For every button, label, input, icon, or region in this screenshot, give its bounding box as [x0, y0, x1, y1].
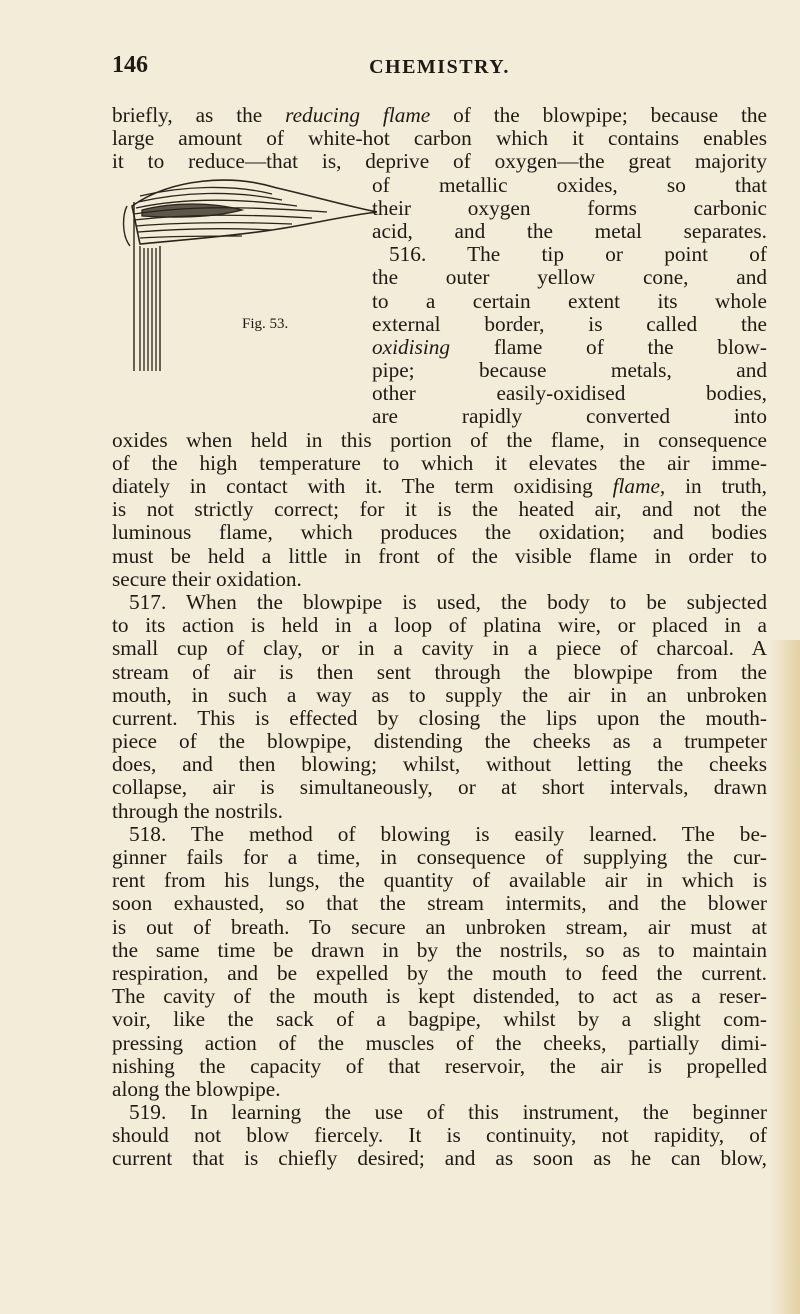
- text-line: luminous flame, which produces the oxidation; and bodies: [112, 521, 767, 545]
- text-line: voir, like the sack of a bagpipe, whilst by a slight com-: [112, 1008, 767, 1032]
- text-line: other easily-oxidised bodies,: [372, 382, 767, 406]
- text-line: secure their oxidation.: [112, 566, 302, 591]
- text-line: external border, is called the: [372, 312, 767, 336]
- text-line: oxides when held in this portion of the flame, in consequence: [112, 428, 767, 452]
- running-head: CHEMISTRY.: [369, 56, 510, 78]
- text-line: collapse, air is simultaneously, or at short intervals, drawn: [112, 776, 767, 800]
- text-line: diately in contact with it. The term oxidising flame, in truth,: [112, 475, 767, 498]
- text-line: the same time be drawn in by the nostrils, so as to maintain: [112, 938, 767, 962]
- text-line: small cup of clay, or in a cavity in a piece of charcoal. A: [112, 637, 767, 661]
- text-line: acid, and the metal separates.: [372, 219, 767, 243]
- text-line: to its action is held in a loop of platina wire, or placed in a: [112, 614, 767, 638]
- text-line: 518. The method of blowing is easily learned. The be-: [129, 822, 767, 846]
- text-line: briefly, as the reducing flame of the blowpipe; because the: [112, 104, 767, 127]
- text-line: large amount of white-hot carbon which it contains enables: [112, 127, 767, 151]
- text-line: stream of air is then sent through the blowpipe from the: [112, 660, 767, 684]
- text-line: ginner fails for a time, in consequence of supplying the cur-: [112, 846, 767, 869]
- text-line: nishing the capacity of that reservoir, the air is propelled: [112, 1054, 767, 1078]
- text-line: current. This is effected by closing the lips upon the mouth-: [112, 706, 767, 730]
- text-line: 519. In learning the use of this instrument, the beginner: [129, 1101, 767, 1125]
- text-line: along the blowpipe.: [112, 1076, 281, 1101]
- text-line: respiration, and be expelled by the mouth to feed the current.: [112, 961, 767, 985]
- page-number: 146: [112, 52, 148, 78]
- text-line: is not strictly correct; for it is the heated air, and not the: [112, 498, 767, 522]
- text-line: mouth, in such a way as to supply the air in an unbroken: [112, 683, 767, 707]
- text-line: current that is chiefly desired; and as soon as he can blow,: [112, 1147, 767, 1171]
- text-line: does, and then blowing; whilst, without letting the cheeks: [112, 753, 767, 777]
- text-line: The cavity of the mouth is kept distended, to act as a reser-: [112, 985, 767, 1009]
- text-line: to a certain extent its whole: [372, 289, 767, 313]
- text-line: piece of the blowpipe, distending the cheeks as a trumpeter: [112, 730, 767, 754]
- text-line: pressing action of the muscles of the cheeks, partially dimi-: [112, 1031, 767, 1055]
- text-line: pipe; because metals, and: [372, 359, 767, 383]
- figure-caption: Fig. 53.: [242, 316, 289, 332]
- text-line: soon exhausted, so that the stream intermits, and the blower: [112, 892, 767, 916]
- italic-term: oxidising: [372, 335, 451, 359]
- text-line: it to reduce—that is, deprive of oxygen—the great majority: [112, 150, 767, 174]
- text-line: oxidising flame of the blow-: [372, 335, 767, 359]
- text-line: must be held a little in front of the visible flame in order to: [112, 544, 767, 568]
- text-line: is out of breath. To secure an unbroken stream, air must at: [112, 915, 767, 939]
- text-line: through the nostrils.: [112, 798, 283, 823]
- italic-term: reducing flame: [285, 104, 431, 127]
- text-line: rent from his lungs, the quantity of available air in which is: [112, 869, 767, 893]
- page-edge-stain: [770, 640, 800, 1314]
- text-line: of the high temperature to which it elevates the air imme-: [112, 451, 767, 475]
- italic-term: flame: [612, 475, 660, 498]
- text-line: their oxygen forms carbonic: [372, 196, 767, 220]
- body-text: [112, 104, 767, 1171]
- text-line: the outer yellow cone, and: [372, 266, 767, 290]
- text-line: of metallic oxides, so that: [372, 173, 767, 197]
- text-line: should not blow fiercely. It is continuity, not rapidity, of: [112, 1124, 767, 1148]
- text-line: are rapidly converted into: [372, 405, 767, 429]
- page-header: [112, 52, 767, 92]
- text-line: 517. When the blowpipe is used, the body to be subjected: [129, 590, 767, 614]
- text-line: 516. The tip or point of: [389, 243, 767, 267]
